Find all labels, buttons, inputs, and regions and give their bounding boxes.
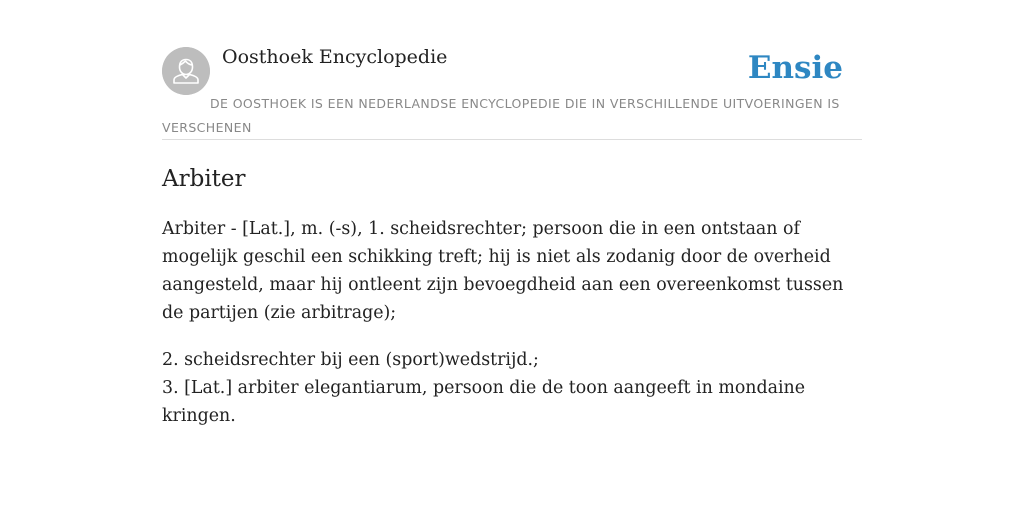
source-header [162,44,862,140]
source-title[interactable]: Oosthoek Encyclopedie [222,46,448,68]
source-description: DE OOSTHOEK IS EEN NEDERLANDSE ENCYCLOPEDIE DIE IN VERSCHILLENDE UITVOERINGEN IS VERSCHENEN [162,96,840,135]
entry-paragraph: 3. [Lat.] arbiter elegantiarum, persoon die de toon aangeeft in mondaine kringen. [162,378,806,426]
entry-body [162,215,862,430]
avatar[interactable] [162,47,210,95]
brand-logo[interactable]: Ensie [747,50,843,86]
entry-title: Arbiter [162,166,246,192]
page [162,44,862,430]
user-icon [162,47,210,95]
entry-paragraph: 2. scheidsrechter bij een (sport)wedstrijd.; [162,350,539,370]
entry-paragraph: Arbiter - [Lat.], m. (-s), 1. scheidsrechter; persoon die in een ontstaan of mogelijk geschil een schikking treft; hij is niet als zodanig door de overheid aangesteld, maar hij ontleent zijn bevoegdheid aan een overeenkomst tussen de partijen (zie arbitrage); [162,219,844,323]
